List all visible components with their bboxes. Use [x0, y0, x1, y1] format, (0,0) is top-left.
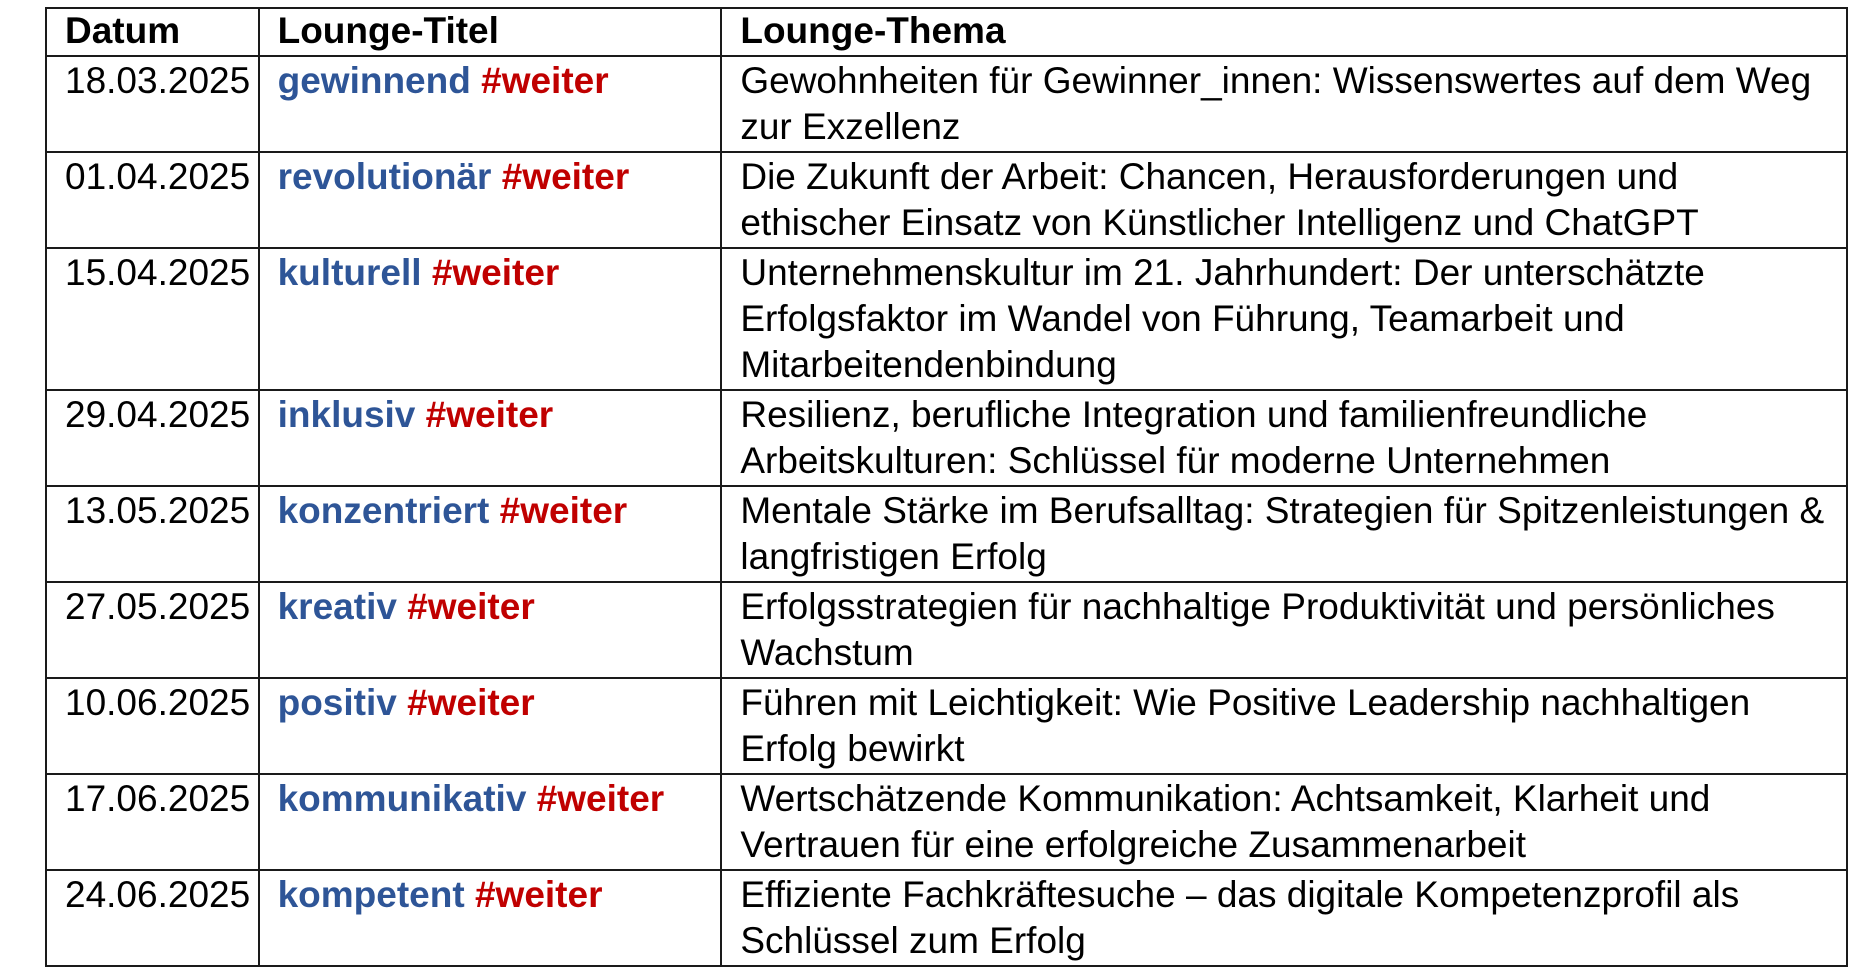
cell-lounge-topic: Gewohnheiten für Gewinner_innen: Wissenswertes auf dem Weg zur Exzellenz: [721, 56, 1847, 152]
cell-lounge-title: [259, 486, 722, 582]
cell-lounge-topic: Erfolgsstrategien für nachhaltige Produktivität und persönliches Wachstum: [721, 582, 1847, 678]
cell-lounge-title: [259, 56, 722, 152]
header-lounge-topic: Lounge-Thema: [721, 8, 1847, 56]
table-row: [46, 248, 1847, 390]
cell-date: 01.04.2025: [46, 152, 259, 248]
table-row: [46, 152, 1847, 248]
cell-lounge-title: [259, 390, 722, 486]
lounge-title-word: kommunikativ: [277, 778, 527, 819]
cell-date: 24.06.2025: [46, 870, 259, 966]
cell-date: 13.05.2025: [46, 486, 259, 582]
lounge-schedule-table: [45, 7, 1848, 967]
lounge-title-hashtag: #weiter: [501, 156, 630, 197]
table-row: [46, 870, 1847, 966]
cell-lounge-topic: Effiziente Fachkräftesuche – das digitale Kompetenzprofil als Schlüssel zum Erfolg: [721, 870, 1847, 966]
cell-lounge-title: [259, 248, 722, 390]
lounge-title-hashtag: #weiter: [499, 490, 628, 531]
lounge-title-word: gewinnend: [277, 60, 471, 101]
cell-lounge-topic: Mentale Stärke im Berufsalltag: Strategien für Spitzenleistungen & langfristigen Erfolg: [721, 486, 1847, 582]
cell-date: 17.06.2025: [46, 774, 259, 870]
table-row: [46, 390, 1847, 486]
lounge-title-hashtag: #weiter: [407, 586, 535, 627]
cell-date: 29.04.2025: [46, 390, 259, 486]
cell-date: 10.06.2025: [46, 678, 259, 774]
header-date: Datum: [46, 8, 259, 56]
cell-lounge-topic: Resilienz, berufliche Integration und familienfreundliche Arbeitskulturen: Schlüssel für moderne Unternehmen: [721, 390, 1847, 486]
cell-lounge-title: [259, 582, 722, 678]
table-row: [46, 486, 1847, 582]
lounge-title-word: inklusiv: [277, 394, 416, 435]
lounge-title-word: kompetent: [277, 874, 465, 915]
lounge-title-word: revolutionär: [277, 156, 492, 197]
cell-lounge-topic: Die Zukunft der Arbeit: Chancen, Herausforderungen und ethischer Einsatz von Künstlicher Intelligenz und ChatGPT: [721, 152, 1847, 248]
cell-date: 15.04.2025: [46, 248, 259, 390]
table-row: [46, 582, 1847, 678]
cell-lounge-topic: Wertschätzende Kommunikation: Achtsamkeit, Klarheit und Vertrauen für eine erfolgreiche Zusammenarbeit: [721, 774, 1847, 870]
cell-lounge-title: [259, 870, 722, 966]
table-row: [46, 678, 1847, 774]
lounge-title-word: konzentriert: [277, 490, 490, 531]
cell-lounge-title: [259, 774, 722, 870]
lounge-title-word: positiv: [277, 682, 397, 723]
table-body: [46, 56, 1847, 966]
lounge-title-hashtag: #weiter: [481, 60, 609, 101]
lounge-title-hashtag: #weiter: [425, 394, 554, 435]
lounge-title-hashtag: #weiter: [407, 682, 535, 723]
cell-lounge-title: [259, 678, 722, 774]
lounge-title-hashtag: #weiter: [431, 252, 560, 293]
cell-lounge-title: [259, 152, 722, 248]
lounge-title-hashtag: #weiter: [536, 778, 665, 819]
cell-lounge-topic: Unternehmenskultur im 21. Jahrhundert: Der unterschätzte Erfolgsfaktor im Wandel von Führung, Teamarbeit und Mitarbeitendenbindung: [721, 248, 1847, 390]
table-row: [46, 774, 1847, 870]
table-row: [46, 56, 1847, 152]
lounge-title-word: kreativ: [277, 586, 397, 627]
cell-date: 27.05.2025: [46, 582, 259, 678]
lounge-title-hashtag: #weiter: [474, 874, 603, 915]
cell-lounge-topic: Führen mit Leichtigkeit: Wie Positive Leadership nachhaltigen Erfolg bewirkt: [721, 678, 1847, 774]
cell-date: 18.03.2025: [46, 56, 259, 152]
header-lounge-title: Lounge-Titel: [259, 8, 722, 56]
table-header-row: [46, 8, 1847, 56]
lounge-title-word: kulturell: [277, 252, 422, 293]
